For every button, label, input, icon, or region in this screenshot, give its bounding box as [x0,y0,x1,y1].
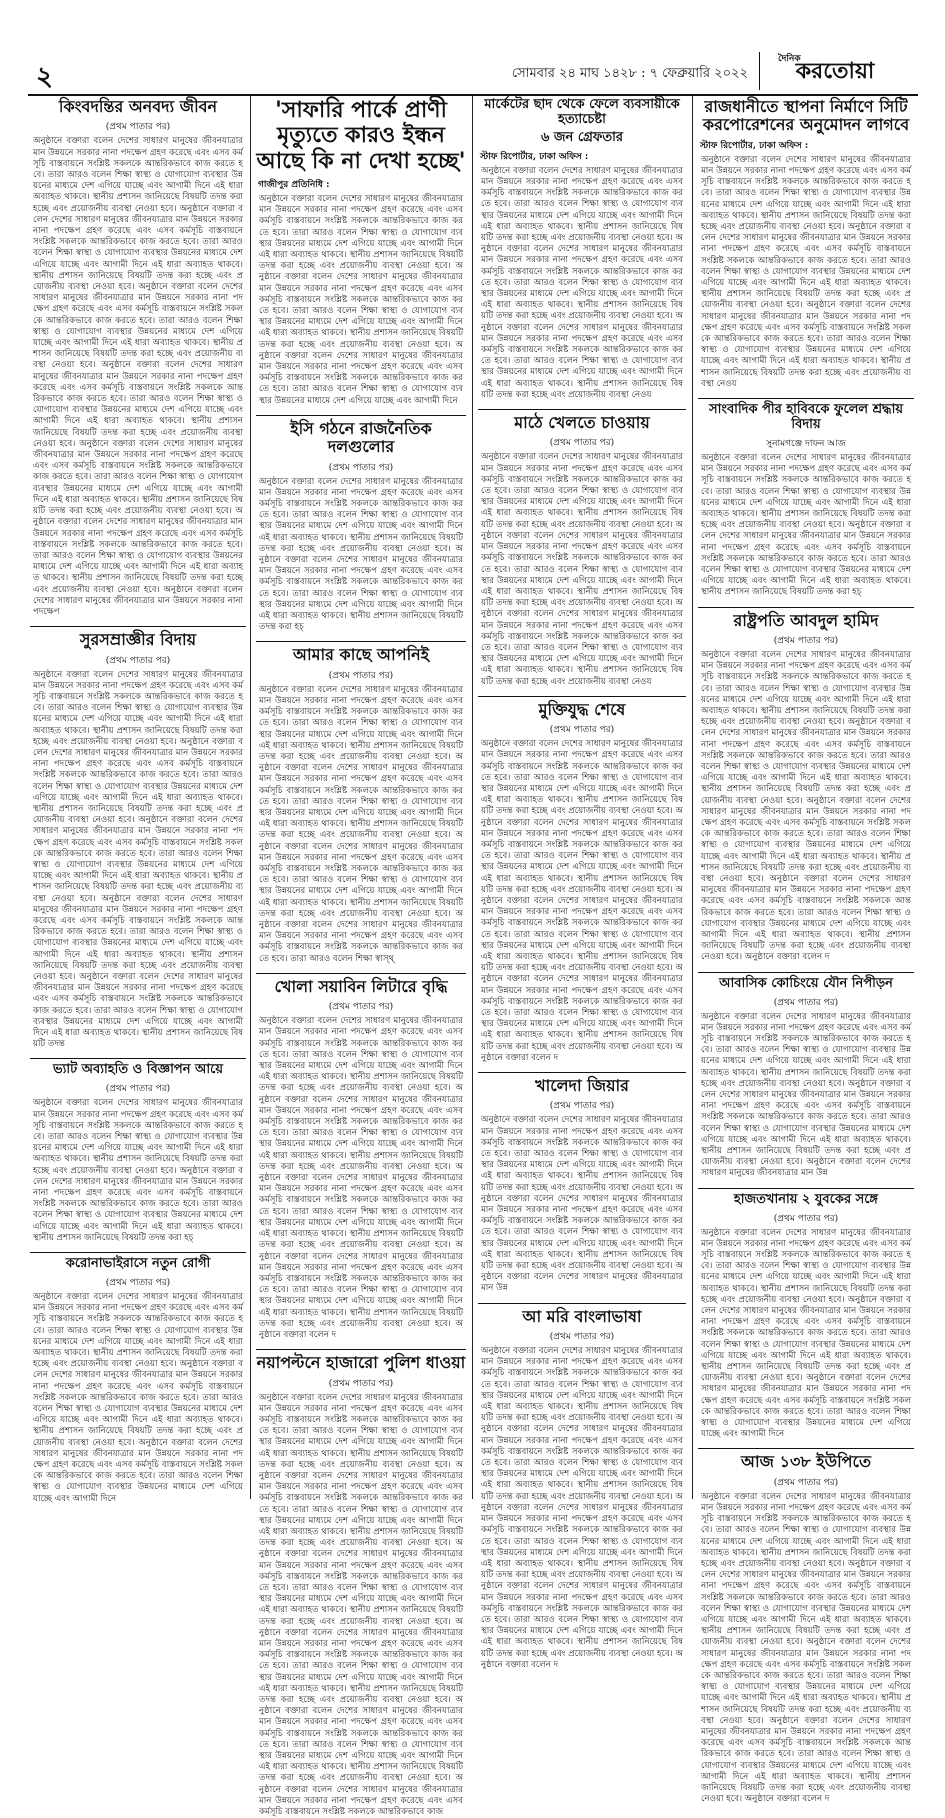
article-headline: করোনাভাইরাসে নতুন রোগী [65,1256,211,1271]
article-pir-habib [698,403,914,599]
continued-label: (প্রথম পাতার পর) [773,1477,839,1488]
column-4 [698,96,914,1805]
article-headline: আজ ১৩৮ ইউপিতে [741,1452,871,1472]
article-body: অনুষ্ঠানে বক্তারা বলেন দেশের সাধারণ মানুষের জীবনযাত্রার মান উন্নয়নে সরকার নানা পদক্ষেপ গ্রহণ করেছে এবং এসব কর্মসূচি বাস্তবায়নে সংশ্লিষ্ট সকলকে আন্তরিকভাবে কাজ করতে হবে। তারা আরও বলেন শিক্ষা স্বাস্থ্য ও যোগাযোগ ব্যবস্থার উন্নয়নের মাধ্যমে দেশ এগিয়ে যাচ্ছে এবং আগামী দিনে এই ধারা অব্যাহত থাকবে। স্থানীয় প্রশাসন জানিয়েছে বিষয়টি তদন্ত করা হচ্ছে এবং প্রয়োজনীয় ব্যবস্থা নেওয়া হবে। অনুষ্ঠানে বক্তারা বলেন দেশের সাধারণ মানুষের জীবনযাত্রার মান উন্নয়নে সরকার নানা পদক্ষেপ গ্রহণ করেছে এবং এসব কর্মসূচি বাস্তবায়নে সংশ্লিষ্ট সকলকে আন্তরিকভাবে কাজ করতে হবে। তারা আরও বলেন শিক্ষা স্বাস্থ্য ও যোগাযোগ ব্যবস্থার উন্নয়নের মাধ্যমে দেশ এগিয়ে যাচ্ছে এবং আগামী দিনে এই ধারা অব্যাহত থাকবে। স্থানীয় প্রশাসন জানিয়েছে বিষয়টি তদন্ত করা হচ্ছে এবং প্রয়োজনীয় ব্যবস্থা নেওয়া হবে। অনুষ্ঠানে বক্তারা বলেন দেশের সাধারণ মানুষের জীবনযাত্রার মান উন্নয়নে সরকার নানা পদক্ষেপ গ্রহণ করেছে এবং এসব কর্মসূচি বাস্তবায়নে সংশ্লিষ্ট সকলকে আন্তরিকভাবে কাজ করতে হবে। তারা আরও বলেন শিক্ষা স্বাস্থ্য ও যোগাযোগ ব্যবস্থার উন্নয়নের মাধ্যমে দেশ এগিয়ে যাচ্ছে এবং আগামী দিনে এই ধারা অব্যাহত থাকবে। স্থানীয় প্রশাসন জানিয়েছে বিষয়টি তদন্ত করা হচ্ছে এবং প্রয়োজনীয় ব্যবস্থা নেওয়া হবে। অনুষ্ঠানে বক্তারা বলেন দেশের সাধারণ মানুষের জীবনযাত্রার মান উন্নয়নে সরকার নানা পদক্ষেপ গ্রহণ করেছে এবং এসব কর্মসূচি বাস্তবায়নে সংশ্লিষ্ট সকলকে আন্তরিকভাবে কাজ করতে হবে। তারা আরও বলেন শিক্ষা স্বাস্থ্য ও যোগাযোগ ব্যবস্থার উন্নয়নের মাধ্যমে দেশ এগিয়ে যাচ্ছে এবং আগামী দিনে এই ধারা অব্যাহত থাকবে। স্থানীয় প্রশাসন জানিয়েছে বিষয়টি তদন্ত করা হচ্ছে এবং প্রয়োজনীয় ব্যবস্থা নেওয়া হবে। অনুষ্ঠানে বক্তারা বলেন দ [481,739,683,1063]
article-body: অনুষ্ঠানে বক্তারা বলেন দেশের সাধারণ মানুষের জীবনযাত্রার মান উন্নয়নে সরকার নানা পদক্ষেপ গ্রহণ করেছে এবং এসব কর্মসূচি বাস্তবায়নে সংশ্লিষ্ট সকলকে আন্তরিকভাবে কাজ করতে হবে। তারা আরও বলেন শিক্ষা স্বাস্থ্য ও যোগাযোগ ব্যবস্থার উন্নয়নের মাধ্যমে দেশ এগিয়ে যাচ্ছে এবং আগামী দিনে এই ধারা অব্যাহত থাকবে। স্থানীয় প্রশাসন জানিয়েছে বিষয়টি তদন্ত করা হচ্ছে এবং প্রয়োজনীয় ব্যবস্থা নেওয়া হবে। অনুষ্ঠানে বক্তারা বলেন দেশের সাধারণ মানুষের জীবনযাত্রার মান উন্নয়নে সরকার নানা পদক্ষেপ গ্রহণ করেছে এবং এসব কর্মসূচি বাস্তবায়নে সংশ্লিষ্ট সকলকে আন্তরিকভাবে কাজ করতে হবে। তারা আরও বলেন শিক্ষা স্বাস্থ্য ও যোগাযোগ ব্যবস্থার উন্নয়নের মাধ্যমে দেশ এগিয়ে যাচ্ছে এবং আগামী দিনে এই ধারা অব্যাহত থাকবে। স্থানীয় প্রশাসন জানিয়েছে বিষয়টি তদন্ত করা হচ্ছে এবং প্রয়োজনীয় ব্যবস্থা নেওয়া হবে। অনুষ্ঠানে বক্তারা বলেন দেশের সাধারণ মানুষের জীবনযাত্রার মান উন্নয়নে সরকার নানা পদক্ষেপ গ্রহণ করেছে এবং এসব কর্মসূচি বাস্তবায়নে সংশ্লিষ্ট সকলকে আন্তরিকভাবে কাজ করতে হবে। তারা আরও বলেন শিক্ষা স্বাস্থ্য ও যোগাযোগ ব্যবস্থার উন্নয়নের মাধ্যমে দেশ এগিয়ে যাচ্ছে এবং আগামী দিনে এই ধারা অব্যাহত থাকবে। স্থানীয় প্রশাসন জানিয়েছে বিষয়টি তদন্ত করা হচ্ছে এবং প্রয়োজনীয় ব্যবস্থা নেওয়া হবে। অনুষ্ঠানে বক্তারা বলেন দেশের সাধারণ মানুষের জীবনযাত্রার মান উন্নয়নে সরকার নানা পদক্ষেপ গ্রহণ করেছে এবং এসব কর্মসূচি বাস্তবায়নে সংশ্লিষ্ট সকলকে আন্তরিকভাবে কাজ করতে হবে। তারা আরও বলেন শিক্ষা স্বাস্থ্য ও যোগাযোগ ব্যবস্থার উন্নয়নের মাধ্যমে দেশ এগিয়ে যাচ্ছে এবং আগামী দিনে এই ধারা অব্যাহত থাকবে। স্থানীয় প্রশাসন জানিয়েছে বিষয়টি তদন্ত করা হচ্ছে এবং প্রয়োজনীয় ব্যবস্থা নেওয়া হবে। অনুষ্ঠানে বক্তারা বলেন দ [481,1346,683,1670]
continued-label: (প্রথম পাতার পর) [549,725,615,736]
article-headline: 'সাফারি পার্কে প্রাণী মৃত্যুতে কারও ইন্ধন আছে কি না দেখা হচ্ছে' [256,97,466,174]
article-subheadline: ৬ জন গ্রেফতার [540,129,624,145]
article-president [698,612,914,964]
article-headline: সুরসম্রাজ্ঞীর বিদায় [79,630,197,650]
continued-label: (প্রথম পাতার পর) [328,670,394,681]
article-headline: আ মরি বাংলাভাষা [522,1306,642,1326]
article-headline: আবাসিক কোচিংয়ে যৌন নিপীড়ন [719,975,893,991]
article-up-election [698,1453,914,1805]
continued-label: (প্রথম পাতার পর) [105,655,171,666]
article-body: অনুষ্ঠানে বক্তারা বলেন দেশের সাধারণ মানুষের জীবনযাত্রার মান উন্নয়নে সরকার নানা পদক্ষেপ গ্রহণ করেছে এবং এসব কর্মসূচি বাস্তবায়নে সংশ্লিষ্ট সকলকে আন্তরিকভাবে কাজ করতে হবে। তারা আরও বলেন শিক্ষা স্বাস্থ্য ও যোগাযোগ ব্যবস্থার উন্নয়নের মাধ্যমে দেশ এগিয়ে যাচ্ছে এবং আগামী দিনে এই ধারা অব্যাহত থাকবে। স্থানীয় প্রশাসন জানিয়েছে বিষয়টি তদন্ত করা হচ্ছে এবং প্রয়োজনীয় ব্যবস্থা নেওয়া হবে। অনুষ্ঠানে বক্তারা বলেন দেশের সাধারণ মানুষের জীবনযাত্রার মান উন্নয়নে সরকার নানা পদক্ষেপ গ্রহণ করেছে এবং এসব কর্মসূচি বাস্তবায়নে সংশ্লিষ্ট সকলকে আন্তরিকভাবে কাজ করতে হবে। তারা আরও বলেন শিক্ষা স্বাস্থ্য ও যোগাযোগ ব্যবস্থার উন্নয়নের মাধ্যমে দেশ এগিয়ে যাচ্ছে এবং আগামী দিনে এই ধারা অব্যাহত থাকবে। স্থানীয় প্রশাসন জানিয়েছে বিষয়টি তদন্ত করা হচ্ছে এবং প্রয়োজনীয় ব্যবস্থা নেওয়া হবে। অনুষ্ঠানে বক্তারা বলেন দেশের সাধারণ মানুষের জীবনযাত্রার মান উন্নয়নে সরকার নানা পদক্ষেপ গ্রহণ করেছে এবং এসব কর্মসূচি বাস্তবায়নে সংশ্লিষ্ট সকলকে আন্তরিকভাবে কাজ করতে হবে। তারা আরও বলেন শিক্ষা স্বাস্থ্য ও যোগাযোগ ব্যবস্থার উন্নয়নের মাধ্যমে দেশ এগিয়ে যাচ্ছে এবং আগামী দিনে [701,1227,911,1440]
page-header [28,52,918,96]
article-headline: আমার কাছে আপনিই [292,645,430,665]
article-body: অনুষ্ঠানে বক্তারা বলেন দেশের সাধারণ মানুষের জীবনযাত্রার মান উন্নয়নে সরকার নানা পদক্ষেপ গ্রহণ করেছে এবং এসব কর্মসূচি বাস্তবায়নে সংশ্লিষ্ট সকলকে আন্তরিকভাবে কাজ করতে হবে। তারা আরও বলেন শিক্ষা স্বাস্থ্য ও যোগাযোগ ব্যবস্থার উন্নয়নের মাধ্যমে দেশ এগিয়ে যাচ্ছে এবং আগামী দিনে এই ধারা অব্যাহত থাকবে। স্থানীয় প্রশাসন জানিয়েছে বিষয়টি তদন্ত করা হচ্ছে এবং প্রয়োজনীয় ব্যবস্থা নেওয়া হবে। অনুষ্ঠানে বক্তারা বলেন দেশের সাধারণ মানুষের জীবনযাত্রার মান উন্নয়নে সরকার নানা পদক্ষেপ গ্রহণ করেছে এবং এসব কর্মসূচি বাস্তবায়নে সংশ্লিষ্ট সকলকে আন্তরিকভাবে কাজ করতে হবে। তারা আরও বলেন শিক্ষা স্বাস্থ্য ও যোগাযোগ ব্যবস্থার উন্নয়নের মাধ্যমে দেশ এগিয়ে যাচ্ছে এবং আগামী দিনে এই ধারা অব্যাহত থাকবে। স্থানীয় প্রশাসন জানিয়েছে বিষয়টি তদন্ত করা হচ্ [33,1098,243,1243]
byline: স্টাফ রিপোর্টার, ঢাকা অফিস : [480,151,589,162]
article-body: অনুষ্ঠানে বক্তারা বলেন দেশের সাধারণ মানুষের জীবনযাত্রার মান উন্নয়নে সরকার নানা পদক্ষেপ গ্রহণ করেছে এবং এসব কর্মসূচি বাস্তবায়নে সংশ্লিষ্ট সকলকে আন্তরিকভাবে কাজ করতে হবে। তারা আরও বলেন শিক্ষা স্বাস্থ্য ও যোগাযোগ ব্যবস্থার উন্নয়নের মাধ্যমে দেশ এগিয়ে যাচ্ছে এবং আগামী দিনে এই ধারা অব্যাহত থাকবে। স্থানীয় প্রশাসন জানিয়েছে বিষয়টি তদন্ত করা হচ্ছে এবং প্রয়োজনীয় ব্যবস্থা নেওয়া হবে। অনুষ্ঠানে বক্তারা বলেন দেশের সাধারণ মানুষের জীবনযাত্রার মান উন্নয়নে সরকার নানা পদক্ষেপ গ্রহণ করেছে এবং এসব কর্মসূচি বাস্তবায়নে সংশ্লিষ্ট সকলকে আন্তরিকভাবে কাজ করতে হবে। তারা আরও বলেন শিক্ষা স্বাস্থ্য ও যোগাযোগ ব্যবস্থার উন্নয়নের মাধ্যমে দেশ এগিয়ে যাচ্ছে এবং আগামী দিনে এই ধারা অব্যাহত থাকবে। স্থানীয় প্রশাসন জানিয়েছে বিষয়টি তদন্ত করা হচ্ [259,476,463,633]
article-liberation-war [478,701,686,1064]
article-body: অনুষ্ঠানে বক্তারা বলেন দেশের সাধারণ মানুষের জীবনযাত্রার মান উন্নয়নে সরকার নানা পদক্ষেপ গ্রহণ করেছে এবং এসব কর্মসূচি বাস্তবায়নে সংশ্লিষ্ট সকলকে আন্তরিকভাবে কাজ করতে হবে। তারা আরও বলেন শিক্ষা স্বাস্থ্য ও যোগাযোগ ব্যবস্থার উন্নয়নের মাধ্যমে দেশ এগিয়ে যাচ্ছে এবং আগামী দিনে এই ধারা অব্যাহত থাকবে। স্থানীয় প্রশাসন জানিয়েছে বিষয়টি তদন্ত করা হচ্ছে এবং প্রয়োজনীয় ব্যবস্থা নেওয়া হবে। অনুষ্ঠানে বক্তারা বলেন দেশের সাধারণ মানুষের জীবনযাত্রার মান উন্নয়নে সরকার নানা পদক্ষেপ গ্রহণ করেছে এবং এসব কর্মসূচি বাস্তবায়নে সংশ্লিষ্ট সকলকে আন্তরিকভাবে কাজ করতে হবে। তারা আরও বলেন শিক্ষা স্বাস্থ্য ও যোগাযোগ ব্যবস্থার উন্নয়নের মাধ্যমে দেশ এগিয়ে যাচ্ছে এবং আগামী দিনে এই ধারা অব্যাহত থাকবে। স্থানীয় প্রশাসন জানিয়েছে বিষয়টি তদন্ত করা হচ্ [701,452,911,598]
article-safari-park [256,98,466,407]
continued-label: (প্রথম পাতার পর) [773,1213,839,1224]
article-subheadline: সুনামগঞ্জে দাফন আজ [766,438,846,449]
article-body: অনুষ্ঠানে বক্তারা বলেন দেশের সাধারণ মানুষের জীবনযাত্রার মান উন্নয়নে সরকার নানা পদক্ষেপ গ্রহণ করেছে এবং এসব কর্মসূচি বাস্তবায়নে সংশ্লিষ্ট সকলকে আন্তরিকভাবে কাজ করতে হবে। তারা আরও বলেন শিক্ষা স্বাস্থ্য ও যোগাযোগ ব্যবস্থার উন্নয়নের মাধ্যমে দেশ এগিয়ে যাচ্ছে এবং আগামী দিনে এই ধারা অব্যাহত থাকবে। স্থানীয় প্রশাসন জানিয়েছে বিষয়টি তদন্ত করা হচ্ছে এবং প্রয়োজনীয় ব্যবস্থা নেওয়া হবে। অনুষ্ঠানে বক্তারা বলেন দেশের সাধারণ মানুষের জীবনযাত্রার মান উন্নয়নে সরকার নানা পদক্ষেপ গ্রহণ করেছে এবং এসব কর্মসূচি বাস্তবায়নে সংশ্লিষ্ট সকলকে আন্তরিকভাবে কাজ করতে হবে। তারা আরও বলেন শিক্ষা স্বাস্থ্য ও যোগাযোগ ব্যবস্থার উন্নয়নের মাধ্যমে দেশ এগিয়ে যাচ্ছে এবং আগামী দিনে এই ধারা অব্যাহত থাকবে। স্থানীয় প্রশাসন জানিয়েছে বিষয়টি তদন্ত করা হচ্ছে এবং প্রয়োজনীয় ব্যবস্থা নেওয়া হবে। অনুষ্ঠানে বক্তারা বলেন দেশের সাধারণ মানুষের জীবনযাত্রার মান উন্নয়নে সরকার নানা পদক্ষেপ গ্রহণ করেছে এবং এসব কর্মসূচি বাস্তবায়নে সংশ্লিষ্ট সকলকে আন্তরিকভাবে কাজ করতে হবে। তারা আরও বলেন শিক্ষা স্বাস্থ্য ও যোগাযোগ ব্যবস্থার উন্নয়নের মাধ্যমে দেশ এগিয়ে যাচ্ছে এবং আগামী দিনে এই ধারা অব্যাহত থাকবে। স্থানীয় প্রশাসন জানিয়েছে বিষয়টি তদন্ত করা হচ্ছে এবং প্রয়োজনীয় ব্যবস্থা নেওয়া হবে। অনুষ্ঠানে বক্তারা বলেন দেশের সাধারণ মানুষের জীবনযাত্রার মান উন্নয়নে সরকার নানা পদক্ষেপ গ্রহণ করেছে এবং এসব কর্মসূচি বাস্তবায়নে সংশ্লিষ্ট সকলকে আন্তরিকভাবে কাজ করতে হবে। তারা আরও বলেন শিক্ষা স্বাস্থ্য ও যোগাযোগ ব্যবস্থার উন্নয়নের মাধ্যমে দেশ এগিয়ে যাচ্ছে এবং আগামী দিনে এই ধারা অব্যাহত থাকবে। স্থানীয় প্রশাসন জানিয়েছে বিষয়টি তদন্ত করা হচ্ছে এবং প্রয়োজনীয় ব্যবস্থা নেওয়া হবে। অনুষ্ঠানে বক্তারা বলেন দেশের সাধারণ মানুষের জীবনযাত্রার মান উন্নয়নে সরকার নানা পদক্ষেপ গ্রহণ করেছে এবং এসব কর্মসূচি বাস্তবায়নে সংশ্লিষ্ট সকলকে আন্তরিকভাবে কাজ করতে হবে। তারা আরও বলেন শিক্ষা স্বাস্থ্য ও যোগাযোগ ব্যবস্থার উন্নয়নের মাধ্যমে দেশ এগিয়ে যাচ্ছে এবং আগামী দিনে এই ধারা অব্যাহত থাকবে। স্থানীয় প্রশাসন জানিয়েছে বিষয়টি তদন্ত করা হচ্ছে এবং প্রয়োজনীয় ব্যবস্থা নেওয়া হবে। অনুষ্ঠানে বক্তারা বলেন দেশের সাধারণ মানুষের জীবনযাত্রার মান উন্নয়নে সরকার নানা পদক্ষেপ গ্রহণ করেছে এবং এসব কর্মসূচি বাস্তবায়নে সংশ্লিষ্ট সকলকে আন্তরিকভাবে কাজ করতে হবে। তারা আরও বলেন শিক্ষা স্বাস্থ্য ও যোগাযোগ ব্যবস্থার উন্নয়নের মাধ্যমে দেশ এগিয়ে যাচ্ছে এবং আগামী দিনে এই ধারা অব্যাহত থাকবে। স্থানীয় প্রশাসন জানিয়েছে বিষয়টি তদন্ত করা হচ্ছে এবং প্রয়োজনীয় ব্যবস্থা নেওয়া হবে। অনুষ্ঠানে বক্তারা বলেন দেশের সাধারণ মানুষের জীবনযাত্রার মান উন্নয়নে সরকার নানা পদক্ষেপ [33,136,243,617]
article-headline: নয়াপল্টনে হাজারো পুলিশ ধাওয়া [256,1353,466,1373]
column-1 [30,96,246,1504]
continued-label: (প্রথম পাতার পর) [328,1002,394,1013]
article-hajotkhana [698,1193,914,1441]
continued-label: (প্রথম পাতার পর) [105,122,171,133]
article-khaleda-zia [478,1077,686,1295]
article-body: অনুষ্ঠানে বক্তারা বলেন দেশের সাধারণ মানুষের জীবনযাত্রার মান উন্নয়নে সরকার নানা পদক্ষেপ গ্রহণ করেছে এবং এসব কর্মসূচি বাস্তবায়নে সংশ্লিষ্ট সকলকে আন্তরিকভাবে কাজ করতে হবে। তারা আরও বলেন শিক্ষা স্বাস্থ্য ও যোগাযোগ ব্যবস্থার উন্নয়নের মাধ্যমে দেশ এগিয়ে যাচ্ছে এবং আগামী দিনে এই ধারা অব্যাহত থাকবে। স্থানীয় প্রশাসন জানিয়েছে বিষয়টি তদন্ত করা হচ্ছে এবং প্রয়োজনীয় ব্যবস্থা নেওয়া হবে। অনুষ্ঠানে বক্তারা বলেন দেশের সাধারণ মানুষের জীবনযাত্রার মান উন্নয়নে সরকার নানা পদক্ষেপ গ্রহণ করেছে এবং এসব কর্মসূচি বাস্তবায়নে সংশ্লিষ্ট সকলকে আন্তরিকভাবে কাজ করতে হবে। তারা আরও বলেন শিক্ষা স্বাস্থ্য ও যোগাযোগ ব্যবস্থার উন্নয়নের মাধ্যমে দেশ এগিয়ে যাচ্ছে এবং আগামী দিনে এই ধারা অব্যাহত থাকবে। স্থানীয় প্রশাসন জানিয়েছে বিষয়টি তদন্ত করা হচ্ছে এবং প্রয়োজনীয় ব্যবস্থা নেওয়া হবে। অনুষ্ঠানে বক্তারা বলেন দেশের সাধারণ মানুষের জীবনযাত্রার মান উন্নয়নে সরকার নানা পদক্ষেপ গ্রহণ করেছে এবং এসব কর্মসূচি বাস্তবায়নে সংশ্লিষ্ট সকলকে আন্তরিকভাবে কাজ করতে হবে। তারা আরও বলেন শিক্ষা স্বাস্থ্য ও যোগাযোগ ব্যবস্থার উন্নয়নের মাধ্যমে দেশ এগিয়ে যাচ্ছে এবং আগামী দিনে এই ধারা অব্যাহত থাকবে। স্থানীয় প্রশাসন জানিয়েছে বিষয়টি তদন্ত করা হচ্ছে এবং প্রয়োজনীয় ব্যবস্থা নেওয়া হবে। অনুষ্ঠানে বক্তারা বলেন দেশের সাধারণ মানুষের জীবনযাত্রার মান উন্নয়নে সরকার নানা পদক্ষেপ গ্রহণ করেছে এবং এসব কর্মসূচি বাস্তবায়নে সংশ্লিষ্ট সকলকে আন্তরিকভাবে কাজ করতে হবে। তারা আরও বলেন শিক্ষা স্বাস্থ্য ও যোগাযোগ ব্যবস্থার উন্নয়নের মাধ্যমে দেশ এগিয়ে যাচ্ছে এবং আগামী দিনে এই ধারা অব্যাহত থাকবে। স্থানীয় প্রশাসন জানিয়েছে বিষয়টি তদন্ত করা হচ্ছে এবং প্রয়োজনীয় ব্যবস্থা নেওয়া হবে। অনুষ্ঠানে বক্তারা বলেন দ [701,649,911,963]
column-3 [478,96,686,1670]
article-headline: মুক্তিযুদ্ধ শেষে [538,699,626,719]
article-headline: হাজতখানায় ২ যুবকের সঙ্গে [733,1191,879,1207]
column-2 [256,96,466,1818]
masthead-logo-small: দৈনিক [778,54,801,64]
masthead-logo-text: করতোয়া [795,58,875,84]
article-soybean [256,978,466,1341]
continued-label: (প্রথম পাতার পর) [549,1101,615,1112]
article-legend [30,98,246,618]
page-number: ২ [36,62,53,92]
article-body: অনুষ্ঠানে বক্তারা বলেন দেশের সাধারণ মানুষের জীবনযাত্রার মান উন্নয়নে সরকার নানা পদক্ষেপ গ্রহণ করেছে এবং এসব কর্মসূচি বাস্তবায়নে সংশ্লিষ্ট সকলকে আন্তরিকভাবে কাজ করতে হবে। তারা আরও বলেন শিক্ষা স্বাস্থ্য ও যোগাযোগ ব্যবস্থার উন্নয়নের মাধ্যমে দেশ এগিয়ে যাচ্ছে এবং আগামী দিনে এই ধারা অব্যাহত থাকবে। স্থানীয় প্রশাসন জানিয়েছে বিষয়টি তদন্ত করা হচ্ছে এবং প্রয়োজনীয় ব্যবস্থা নেওয়া হবে। অনুষ্ঠানে বক্তারা বলেন দেশের সাধারণ মানুষের জীবনযাত্রার মান উন্নয়নে সরকার নানা পদক্ষেপ গ্রহণ করেছে এবং এসব কর্মসূচি বাস্তবায়নে সংশ্লিষ্ট সকলকে আন্তরিকভাবে কাজ করতে হবে। তারা আরও বলেন শিক্ষা স্বাস্থ্য ও যোগাযোগ ব্যবস্থার উন্নয়নের মাধ্যমে দেশ এগিয়ে যাচ্ছে এবং আগামী দিনে এই ধারা অব্যাহত থাকবে। স্থানীয় প্রশাসন জানিয়েছে বিষয়টি তদন্ত করা হচ্ছে এবং প্রয়োজনীয় ব্যবস্থা নেওয়া হবে। অনুষ্ঠানে বক্তারা বলেন দেশের সাধারণ মানুষের জীবনযাত্রার মান উন্নয়নে সরকার নানা পদক্ষেপ গ্রহণ করেছে এবং এসব কর্মসূচি বাস্তবায়নে সংশ্লিষ্ট সকলকে আন্তরিকভাবে কাজ করতে হবে। তারা আরও বলেন শিক্ষা স্বাস্থ্য ও যোগাযোগ ব্যবস্থার উন্নয়নের মাধ্যমে দেশ এগিয়ে যাচ্ছে এবং আগামী দিনে এই ধারা অব্যাহত থাকবে। স্থানীয় প্রশাসন জানিয়েছে বিষয়টি তদন্ত করা হচ্ছে এবং প্রয়োজনীয় ব্যবস্থা নেওয়া হবে। অনুষ্ঠানে বক্তারা বলেন দেশের সাধারণ মানুষের জীবনযাত্রার মান উন্নয়নে সরকার নানা পদক্ষেপ গ্রহণ করেছে এবং এসব কর্মসূচি বাস্তবায়নে সংশ্লিষ্ট সকলকে আন্তরিকভাবে কাজ করতে হবে। তারা আরও বলেন শিক্ষা স্বাস্থ্য ও যোগাযোগ ব্যবস্থার উন্নয়নের মাধ্যমে দেশ এগিয়ে যাচ্ছে এবং আগামী দিনে এই ধারা অব্যাহত থাকবে। স্থানীয় প্রশাসন জানিয়েছে বিষয়টি তদন্ত করা হচ্ছে এবং প্রয়োজনীয় ব্যবস্থা নেওয়া হবে। অনুষ্ঠানে বক্তারা বলেন দ [701,1491,911,1805]
article-headline: ইসি গঠনে রাজনৈতিক দলগুলোর [290,418,432,457]
article-nayapaltan [256,1354,466,1818]
article-body: অনুষ্ঠানে বক্তারা বলেন দেশের সাধারণ মানুষের জীবনযাত্রার মান উন্নয়নে সরকার নানা পদক্ষেপ গ্রহণ করেছে এবং এসব কর্মসূচি বাস্তবায়নে সংশ্লিষ্ট সকলকে আন্তরিকভাবে কাজ করতে হবে। তারা আরও বলেন শিক্ষা স্বাস্থ্য ও যোগাযোগ ব্যবস্থার উন্নয়নের মাধ্যমে দেশ এগিয়ে যাচ্ছে এবং আগামী দিনে এই ধারা অব্যাহত থাকবে। স্থানীয় প্রশাসন জানিয়েছে বিষয়টি তদন্ত করা হচ্ছে এবং প্রয়োজনীয় ব্যবস্থা নেওয়া হবে। অনুষ্ঠানে বক্তারা বলেন দেশের সাধারণ মানুষের জীবনযাত্রার মান উন্নয়নে সরকার নানা পদক্ষেপ গ্রহণ করেছে এবং এসব কর্মসূচি বাস্তবায়নে সংশ্লিষ্ট সকলকে আন্তরিকভাবে কাজ করতে হবে। তারা আরও বলেন শিক্ষা স্বাস্থ্য ও যোগাযোগ ব্যবস্থার উন্নয়নের মাধ্যমে দেশ এগিয়ে যাচ্ছে এবং আগামী দিনে এই ধারা অব্যাহত থাকবে। স্থানীয় প্রশাসন জানিয়েছে বিষয়টি তদন্ত করা হচ্ছে এবং প্রয়োজনীয় ব্যবস্থা নেওয়া হবে। অনুষ্ঠানে বক্তারা বলেন দেশের সাধারণ মানুষের জীবনযাত্রার মান উন্নয়নে সরকার নানা পদক্ষেপ গ্রহণ করেছে এবং এসব কর্মসূচি বাস্তবায়নে সংশ্লিষ্ট সকলকে আন্তরিকভাবে কাজ করতে হবে। তারা আরও বলেন শিক্ষা স্বাস্থ্য ও যোগাযোগ ব্যবস্থার উন্নয়নের মাধ্যমে দেশ এগিয়ে যাচ্ছে এবং আগামী দিনে এই ধারা অব্যাহত থাকবে। স্থানীয় প্রশাসন জানিয়েছে বিষয়টি তদন্ত করা হচ্ছে এবং প্রয়োজনীয় ব্যবস্থা নেওয [481,452,683,687]
article-headline: রাষ্ট্রপতি আবদুল হামিদ [733,610,879,630]
article-headline: মার্কেটের ছাদ থেকে ফেলে ব্যবসায়ীকে হত্যাচেষ্টা [484,97,680,127]
article-body: অনুষ্ঠানে বক্তারা বলেন দেশের সাধারণ মানুষের জীবনযাত্রার মান উন্নয়নে সরকার নানা পদক্ষেপ গ্রহণ করেছে এবং এসব কর্মসূচি বাস্তবায়নে সংশ্লিষ্ট সকলকে আন্তরিকভাবে কাজ করতে হবে। তারা আরও বলেন শিক্ষা স্বাস্থ্য ও যোগাযোগ ব্যবস্থার উন্নয়নের মাধ্যমে দেশ এগিয়ে যাচ্ছে এবং আগামী দিনে এই ধারা অব্যাহত থাকবে। স্থানীয় প্রশাসন জানিয়েছে বিষয়টি তদন্ত করা হচ্ছে এবং প্রয়োজনীয় ব্যবস্থা নেওয়া হবে। অনুষ্ঠানে বক্তারা বলেন দেশের সাধারণ মানুষের জীবনযাত্রার মান উন্নয়নে সরকার নানা পদক্ষেপ গ্রহণ করেছে এবং এসব কর্মসূচি বাস্তবায়নে সংশ্লিষ্ট সকলকে আন্তরিকভাবে কাজ করতে হবে। তারা আরও বলেন শিক্ষা স্বাস্থ্য ও যোগাযোগ ব্যবস্থার উন্নয়নের মাধ্যমে দেশ এগিয়ে যাচ্ছে এবং আগামী দিনে এই ধারা অব্যাহত থাকবে। স্থানীয় প্রশাসন জানিয়েছে বিষয়টি তদন্ত করা হচ্ছে এবং প্রয়োজনীয় ব্যবস্থা নেওয়া হবে। অনুষ্ঠানে বক্তারা বলেন দেশের সাধারণ মানুষের জীবনযাত্রার মান উন্নয়নে সরকার নানা পদক্ষেপ গ্রহণ করেছে এবং এসব কর্মসূচি বাস্তবায়নে সংশ্লিষ্ট সকলকে আন্তরিকভাবে কাজ করতে হবে। তারা আরও বলেন শিক্ষা স্বাস্থ্য ও যোগাযোগ ব্যবস্থার উন্নয়নের মাধ্যমে দেশ এগিয়ে যাচ্ছে এবং আগামী দিনে এই ধারা অব্যাহত থাকবে। স্থানীয় প্রশাসন জানিয়েছে বিষয়টি তদন্ত করা হচ্ছে এবং প্রয়োজনীয় ব্যবস্থা নেওয়া হবে। অনুষ্ঠানে বক্তারা বলেন দেশের সাধারণ মানুষের জীবনযাত্রার মান উন্নয়নে সরকার নানা পদক্ষেপ গ্রহণ করেছে এবং এসব কর্মসূচি বাস্তবায়নে সংশ্লিষ্ট সকলকে আন্তরিকভাবে কাজ করতে হবে। তারা আরও বলেন শিক্ষা স্বাস্থ্ [259,684,463,964]
article-vat [30,1063,246,1244]
continued-label: (প্রথম পাতার পর) [773,635,839,646]
byline: স্টাফ রিপোর্টার, ঢাকা অফিস : [700,140,809,151]
article-ec [256,420,466,634]
article-body: অনুষ্ঠানে বক্তারা বলেন দেশের সাধারণ মানুষের জীবনযাত্রার মান উন্নয়নে সরকার নানা পদক্ষেপ গ্রহণ করেছে এবং এসব কর্মসূচি বাস্তবায়নে সংশ্লিষ্ট সকলকে আন্তরিকভাবে কাজ করতে হবে। তারা আরও বলেন শিক্ষা স্বাস্থ্য ও যোগাযোগ ব্যবস্থার উন্নয়নের মাধ্যমে দেশ এগিয়ে যাচ্ছে এবং আগামী দিনে এই ধারা অব্যাহত থাকবে। স্থানীয় প্রশাসন জানিয়েছে বিষয়টি তদন্ত করা হচ্ছে এবং প্রয়োজনীয় ব্যবস্থা নেওয়া হবে। অনুষ্ঠানে বক্তারা বলেন দেশের সাধারণ মানুষের জীবনযাত্রার মান উন্নয়নে সরকার নানা পদক্ষেপ গ্রহণ করেছে এবং এসব কর্মসূচি বাস্তবায়নে সংশ্লিষ্ট সকলকে আন্তরিকভাবে কাজ করতে হবে। তারা আরও বলেন শিক্ষা স্বাস্থ্য ও যোগাযোগ ব্যবস্থার উন্নয়নের মাধ্যমে দেশ এগিয়ে যাচ্ছে এবং আগামী দিনে এই ধারা অব্যাহত থাকবে। স্থানীয় প্রশাসন জানিয়েছে বিষয়টি তদন্ত করা হচ্ছে এবং প্রয়োজনীয় ব্যবস্থা নেওয়া হবে। অনুষ্ঠানে বক্তারা বলেন দেশের সাধারণ মানুষের জীবনযাত্রার মান উন্নয়নে সরকার নানা পদক্ষেপ গ্রহণ করেছে এবং এসব কর্মসূচি বাস্তবায়নে সংশ্লিষ্ট সকলকে আন্তরিকভাবে কাজ করতে হবে। তারা আরও বলেন শিক্ষা স্বাস্থ্য ও যোগাযোগ ব্যবস্থার উন্নয়নের মাধ্যমে দেশ এগিয়ে যাচ্ছে এবং আগামী দিনে এই ধারা অব্যাহত থাকবে। স্থানীয় প্রশাসন জানিয়েছে বিষয়টি তদন্ত করা হচ্ছে এবং প্রয়োজনীয় ব্যবস্থা নেওয়া হবে। অনুষ্ঠানে বক্তারা বলেন দেশের সাধারণ মানুষের জীবনযাত্রার মান উন্নয়নে সরকার নানা পদক্ষেপ গ্রহণ করেছে এবং এসব কর্মসূচি বাস্তবায়নে সংশ্লিষ্ট সকলকে আন্তরিকভাবে কাজ করতে হবে। তারা আরও বলেন শিক্ষা স্বাস্থ্য ও যোগাযোগ ব্যবস্থার উন্নয়নের মাধ্যমে দেশ এগিয়ে যাচ্ছে এবং আগামী দিনে এই ধারা অব্যাহত থাকবে। স্থানীয় প্রশাসন জানিয়েছে বিষয়টি তদন্ত করা হচ্ছে এবং প্রয়োজনীয় ব্যবস্থা নেওয়া হবে। অনুষ্ঠানে বক্তারা বলেন দ [259,1016,463,1340]
article-market-roof [478,98,686,401]
article-headline: রাজধানীতে স্থাপনা নির্মাণে সিটি করপোরেশনের অনুমোদন লাগবে [702,97,910,135]
article-playground [478,414,686,688]
article-body: অনুষ্ঠানে বক্তারা বলেন দেশের সাধারণ মানুষের জীবনযাত্রার মান উন্নয়নে সরকার নানা পদক্ষেপ গ্রহণ করেছে এবং এসব কর্মসূচি বাস্তবায়নে সংশ্লিষ্ট সকলকে আন্তরিকভাবে কাজ করতে হবে। তারা আরও বলেন শিক্ষা স্বাস্থ্য ও যোগাযোগ ব্যবস্থার উন্নয়নের মাধ্যমে দেশ এগিয়ে যাচ্ছে এবং আগামী দিনে এই ধারা অব্যাহত থাকবে। স্থানীয় প্রশাসন জানিয়েছে বিষয়টি তদন্ত করা হচ্ছে এবং প্রয়োজনীয় ব্যবস্থা নেওয়া হবে। অনুষ্ঠানে বক্তারা বলেন দেশের সাধারণ মানুষের জীবনযাত্রার মান উন্নয়নে সরকার নানা পদক্ষেপ গ্রহণ করেছে এবং এসব কর্মসূচি বাস্তবায়নে সংশ্লিষ্ট সকলকে আন্তরিকভাবে কাজ করতে হবে। তারা আরও বলেন শিক্ষা স্বাস্থ্য ও যোগাযোগ ব্যবস্থার উন্নয়নের মাধ্যমে দেশ এগিয়ে যাচ্ছে এবং আগামী দিনে এই ধারা অব্যাহত থাকবে। স্থানীয় প্রশাসন জানিয়েছে বিষয়টি তদন্ত করা হচ্ছে এবং প্রয়োজনীয় ব্যবস্থা নেওয়া হবে। অনুষ্ঠানে বক্তারা বলেন দেশের সাধারণ মানুষের জীবনযাত্রার মান উন্নয়নে সরকার নানা পদক্ষেপ গ্রহণ করেছে এবং এসব কর্মসূচি বাস্তবায়নে সংশ্লিষ্ট সকলকে আন্তরিকভাবে কাজ করতে হবে। তারা আরও বলেন শিক্ষা স্বাস্থ্য ও যোগাযোগ ব্যবস্থার উন্নয়নের মাধ্যমে দেশ এগিয়ে যাচ্ছে এবং আগামী দিনে এই ধারা অব্যাহত থাকবে। স্থানীয় প্রশাসন জানিয়েছে বিষয়টি তদন্ত করা হচ্ছে এবং প্রয়োজনীয় ব্যবস্থা নেওয়া হবে। অনুষ্ঠানে বক্তারা বলেন দেশের সাধারণ মানুষের জীবনযাত্রার মান উন্নয়নে সরকার নানা পদক্ষেপ গ্রহণ করেছে এবং এসব কর্মসূচি বাস্তবায়নে সংশ্লিষ্ট সকলকে আন্তরিকভাবে কাজ করতে হবে। তারা আরও বলেন শিক্ষা স্বাস্থ্য ও যোগাযোগ ব্যবস্থার উন্নয়নের মাধ্যমে দেশ এগিয়ে যাচ্ছে এবং আগামী দিনে এই ধারা অব্যাহত থাকবে। স্থানীয় প্রশাসন জানিয়েছে বিষয়টি তদন্ত করা হচ্ছে এবং প্রয়োজনীয় ব্যবস্থা নেওয়া হবে। অনুষ্ঠানে বক্তারা বলেন দেশের সাধারণ মানুষের জীবনযাত্রার মান উন্নয়নে সরকার নানা পদক্ষেপ গ্রহণ করেছে এবং এসব কর্মসূচি বাস্তবায়নে সংশ্লিষ্ট সকলকে আন্তরিকভাবে কাজ করতে হবে। তারা আরও বলেন শিক্ষা স্বাস্থ্য ও যোগাযোগ ব্যবস্থার উন্নয়নের মাধ্যমে দেশ এগিয়ে যাচ্ছে এবং আগামী দিনে এই ধারা অব্যাহত থাকবে। স্থানীয় প্রশাসন জানিয়েছে বিষয়টি তদন্ত করা হচ্ছে এবং প্রয়োজনীয় ব্যবস্থা নেওয়া হবে। অনুষ্ঠানে বক্তারা বলেন দেশের সাধারণ মানুষের জীবনযাত্রার মান উন্নয়নে সরকার নানা পদক্ষেপ গ্রহণ করেছে এবং এসব কর্মসূচি বাস্তবায়নে সংশ্লিষ্ট সকলকে আন্তরিকভাবে কাজ [259,1392,463,1818]
article-headline: ভ্যাট অব্যাহতি ও বিজ্ঞাপন আয়ে [52,1062,224,1078]
continued-label: (প্রথম পাতার পর) [549,438,615,449]
article-coaching [698,977,914,1180]
continued-label: (প্রথম পাতার পর) [549,1332,615,1343]
article-headline: সাংবাদিক পীর হাবিবকে ফুলেল শ্রদ্ধায় বিদায় [708,402,904,432]
article-body: অনুষ্ঠানে বক্তারা বলেন দেশের সাধারণ মানুষের জীবনযাত্রার মান উন্নয়নে সরকার নানা পদক্ষেপ গ্রহণ করেছে এবং এসব কর্মসূচি বাস্তবায়নে সংশ্লিষ্ট সকলকে আন্তরিকভাবে কাজ করতে হবে। তারা আরও বলেন শিক্ষা স্বাস্থ্য ও যোগাযোগ ব্যবস্থার উন্নয়নের মাধ্যমে দেশ এগিয়ে যাচ্ছে এবং আগামী দিনে এই ধারা অব্যাহত থাকবে। স্থানীয় প্রশাসন জানিয়েছে বিষয়টি তদন্ত করা হচ্ছে এবং প্রয়োজনীয় ব্যবস্থা নেওয়া হবে। অনুষ্ঠানে বক্তারা বলেন দেশের সাধারণ মানুষের জীবনযাত্রার মান উন্নয়নে সরকার নানা পদক্ষেপ গ্রহণ করেছে এবং এসব কর্মসূচি বাস্তবায়নে সংশ্লিষ্ট সকলকে আন্তরিকভাবে কাজ করতে হবে। তারা আরও বলেন শিক্ষা স্বাস্থ্য ও যোগাযোগ ব্যবস্থার উন্নয়নের মাধ্যমে দেশ এগিয়ে যাচ্ছে এবং আগামী দিনে এই ধারা অব্যাহত থাকবে। স্থানীয় প্রশাসন জানিয়েছে বিষয়টি তদন্ত করা হচ্ছে এবং প্রয়োজনীয় ব্যবস্থা নেওয়া হবে। অনুষ্ঠানে বক্তারা বলেন দেশের সাধারণ মানুষের জীবনযাত্রার মান উন্নয়নে সরকার নানা পদক্ষেপ গ্রহণ করেছে এবং এসব কর্মসূচি বাস্তবায়নে সংশ্লিষ্ট সকলকে আন্তরিকভাবে কাজ করতে হবে। তারা আরও বলেন শিক্ষা স্বাস্থ্য ও যোগাযোগ ব্যবস্থার উন্নয়নের মাধ্যমে দেশ এগিয়ে যাচ্ছে এবং আগামী দিনে এই ধারা অব্যাহত থাকবে। স্থানীয় প্রশাসন জানিয়েছে বিষয়টি তদন্ত করা হচ্ছে এবং প্রয়োজনীয় ব্যবস্থা নেওয [481,165,683,400]
continued-label: (প্রথম পাতার পর) [328,1378,394,1389]
article-headline: কিংবদন্তির অনবদ্য জীবন [58,97,218,116]
byline: গাজীপুর প্রতিনিধি : [258,179,330,190]
article-body: অনুষ্ঠানে বক্তারা বলেন দেশের সাধারণ মানুষের জীবনযাত্রার মান উন্নয়নে সরকার নানা পদক্ষেপ গ্রহণ করেছে এবং এসব কর্মসূচি বাস্তবায়নে সংশ্লিষ্ট সকলকে আন্তরিকভাবে কাজ করতে হবে। তারা আরও বলেন শিক্ষা স্বাস্থ্য ও যোগাযোগ ব্যবস্থার উন্নয়নের মাধ্যমে দেশ এগিয়ে যাচ্ছে এবং আগামী দিনে এই ধারা অব্যাহত থাকবে। স্থানীয় প্রশাসন জানিয়েছে বিষয়টি তদন্ত করা হচ্ছে এবং প্রয়োজনীয় ব্যবস্থা নেওয়া হবে। অনুষ্ঠানে বক্তারা বলেন দেশের সাধারণ মানুষের জীবনযাত্রার মান উন্নয়নে সরকার নানা পদক্ষেপ গ্রহণ করেছে এবং এসব কর্মসূচি বাস্তবায়নে সংশ্লিষ্ট সকলকে আন্তরিকভাবে কাজ করতে হবে। তারা আরও বলেন শিক্ষা স্বাস্থ্য ও যোগাযোগ ব্যবস্থার উন্নয়নের মাধ্যমে দেশ এগিয়ে যাচ্ছে এবং আগামী দিনে এই ধারা অব্যাহত থাকবে। স্থানীয় প্রশাসন জানিয়েছে বিষয়টি তদন্ত করা হচ্ছে এবং প্রয়োজনীয় ব্যবস্থা নেওয়া হবে। অনুষ্ঠানে বক্তারা বলেন দেশের সাধারণ মানুষের জীবনযাত্রার মান উন্নয়নে সরকার নানা পদক্ষেপ গ্রহণ করেছে এবং এসব কর্মসূচি বাস্তবায়নে সংশ্লিষ্ট সকলকে আন্তরিকভাবে কাজ করতে হবে। তারা আরও বলেন শিক্ষা স্বাস্থ্য ও যোগাযোগ ব্যবস্থার উন্নয়নের মাধ্যমে দেশ এগিয়ে যাচ্ছে এবং আগামী দিনে এই ধারা অব্যাহত থাকবে। স্থানীয় প্রশাসন জানিয়েছে বিষয়টি তদন্ত করা হচ্ছে এবং প্রয়োজনীয় ব্যবস্থা নেওয [701,154,911,389]
continued-label: (প্রথম পাতার পর) [773,997,839,1008]
issue-date: সোমবার ২৪ মাঘ ১৪২৮ : ৭ ফেব্রুয়ারি ২০২২ [511,66,748,81]
article-bangla-language [478,1308,686,1671]
masthead-logo [759,52,910,90]
article-covid [30,1257,246,1505]
article-body: অনুষ্ঠানে বক্তারা বলেন দেশের সাধারণ মানুষের জীবনযাত্রার মান উন্নয়নে সরকার নানা পদক্ষেপ গ্রহণ করেছে এবং এসব কর্মসূচি বাস্তবায়নে সংশ্লিষ্ট সকলকে আন্তরিকভাবে কাজ করতে হবে। তারা আরও বলেন শিক্ষা স্বাস্থ্য ও যোগাযোগ ব্যবস্থার উন্নয়নের মাধ্যমে দেশ এগিয়ে যাচ্ছে এবং আগামী দিনে এই ধারা অব্যাহত থাকবে। স্থানীয় প্রশাসন জানিয়েছে বিষয়টি তদন্ত করা হচ্ছে এবং প্রয়োজনীয় ব্যবস্থা নেওয়া হবে। অনুষ্ঠানে বক্তারা বলেন দেশের সাধারণ মানুষের জীবনযাত্রার মান উন্নয়নে সরকার নানা পদক্ষেপ গ্রহণ করেছে এবং এসব কর্মসূচি বাস্তবায়নে সংশ্লিষ্ট সকলকে আন্তরিকভাবে কাজ করতে হবে। তারা আরও বলেন শিক্ষা স্বাস্থ্য ও যোগাযোগ ব্যবস্থার উন্নয়নের মাধ্যমে দেশ এগিয়ে যাচ্ছে এবং আগামী দিনে এই ধারা অব্যাহত থাকবে। স্থানীয় প্রশাসন জানিয়েছে বিষয়টি তদন্ত করা হচ্ছে এবং প্রয়োজনীয় ব্যবস্থা নেওয়া হবে। অনুষ্ঠানে বক্তারা বলেন দেশের সাধারণ মানুষের জীবনযাত্রার মান উন্নয়নে সরকার নানা পদক্ষেপ গ্রহণ করেছে এবং এসব কর্মসূচি বাস্তবায়নে সংশ্লিষ্ট সকলকে আন্তরিকভাবে কাজ করতে হবে। তারা আরও বলেন শিক্ষা স্বাস্থ্য ও যোগাযোগ ব্যবস্থার উন্নয়নের মাধ্যমে দেশ এগিয়ে যাচ্ছে এবং আগামী দিনে [33,1291,243,1504]
article-city-corporation [698,98,914,390]
article-body: অনুষ্ঠানে বক্তারা বলেন দেশের সাধারণ মানুষের জীবনযাত্রার মান উন্নয়নে সরকার নানা পদক্ষেপ গ্রহণ করেছে এবং এসব কর্মসূচি বাস্তবায়নে সংশ্লিষ্ট সকলকে আন্তরিকভাবে কাজ করতে হবে। তারা আরও বলেন শিক্ষা স্বাস্থ্য ও যোগাযোগ ব্যবস্থার উন্নয়নের মাধ্যমে দেশ এগিয়ে যাচ্ছে এবং আগামী দিনে এই ধারা অব্যাহত থাকবে। স্থানীয় প্রশাসন জানিয়েছে বিষয়টি তদন্ত করা হচ্ছে এবং প্রয়োজনীয় ব্যবস্থা নেওয়া হবে। অনুষ্ঠানে বক্তারা বলেন দেশের সাধারণ মানুষের জীবনযাত্রার মান উন্নয়নে সরকার নানা পদক্ষেপ গ্রহণ করেছে এবং এসব কর্মসূচি বাস্তবায়নে সংশ্লিষ্ট সকলকে আন্তরিকভাবে কাজ করতে হবে। তারা আরও বলেন শিক্ষা স্বাস্থ্য ও যোগাযোগ ব্যবস্থার উন্নয়নের মাধ্যমে দেশ এগিয়ে যাচ্ছে এবং আগামী দিনে এই ধারা অব্যাহত থাকবে। স্থানীয় প্রশাসন জানিয়েছে বিষয়টি তদন্ত করা হচ্ছে এবং প্রয়োজনীয় ব্যবস্থা নেওয়া হবে। অনুষ্ঠানে বক্তারা বলেন দেশের সাধারণ মানুষের জীবনযাত্রার মান উন্ন [701,1011,911,1179]
continued-label: (প্রথম পাতার পর) [105,1084,171,1095]
article-singer [30,631,246,1050]
article-headline: মাঠে খেলতে চাওয়ায় [514,413,650,433]
article-headline: খোলা সয়াবিন লিটারে বৃদ্ধি [274,976,448,996]
article-body: অনুষ্ঠানে বক্তারা বলেন দেশের সাধারণ মানুষের জীবনযাত্রার মান উন্নয়নে সরকার নানা পদক্ষেপ গ্রহণ করেছে এবং এসব কর্মসূচি বাস্তবায়নে সংশ্লিষ্ট সকলকে আন্তরিকভাবে কাজ করতে হবে। তারা আরও বলেন শিক্ষা স্বাস্থ্য ও যোগাযোগ ব্যবস্থার উন্নয়নের মাধ্যমে দেশ এগিয়ে যাচ্ছে এবং আগামী দিনে এই ধারা অব্যাহত থাকবে। স্থানীয় প্রশাসন জানিয়েছে বিষয়টি তদন্ত করা হচ্ছে এবং প্রয়োজনীয় ব্যবস্থা নেওয়া হবে। অনুষ্ঠানে বক্তারা বলেন দেশের সাধারণ মানুষের জীবনযাত্রার মান উন্নয়নে সরকার নানা পদক্ষেপ গ্রহণ করেছে এবং এসব কর্মসূচি বাস্তবায়নে সংশ্লিষ্ট সকলকে আন্তরিকভাবে কাজ করতে হবে। তারা আরও বলেন শিক্ষা স্বাস্থ্য ও যোগাযোগ ব্যবস্থার উন্নয়নের মাধ্যমে দেশ এগিয়ে যাচ্ছে এবং আগামী দিনে এই ধারা অব্যাহত থাকবে। স্থানীয় প্রশাসন জানিয়েছে বিষয়টি তদন্ত করা হচ্ছে এবং প্রয়োজনীয় ব্যবস্থা নেওয়া হবে। অনুষ্ঠানে বক্তারা বলেন দেশের সাধারণ মানুষের জীবনযাত্রার মান উন্নয়নে সরকার নানা পদক্ষেপ গ্রহণ করেছে এবং এসব কর্মসূচি বাস্তবায়নে সংশ্লিষ্ট সকলকে আন্তরিকভাবে কাজ করতে হবে। তারা আরও বলেন শিক্ষা স্বাস্থ্য ও যোগাযোগ ব্যবস্থার উন্নয়নের মাধ্যমে দেশ এগিয়ে যাচ্ছে এবং আগামী দিনে এই ধারা অব্যাহত থাকবে। স্থানীয় প্রশাসন জানিয়েছে বিষয়টি তদন্ত করা হচ্ছে এবং প্রয়োজনীয় ব্যবস্থা নেওয়া হবে। অনুষ্ঠানে বক্তারা বলেন দেশের সাধারণ মানুষের জীবনযাত্রার মান উন্নয়নে সরকার নানা পদক্ষেপ গ্রহণ করেছে এবং এসব কর্মসূচি বাস্তবায়নে সংশ্লিষ্ট সকলকে আন্তরিকভাবে কাজ করতে হবে। তারা আরও বলেন শিক্ষা স্বাস্থ্য ও যোগাযোগ ব্যবস্থার উন্নয়নের মাধ্যমে দেশ এগিয়ে যাচ্ছে এবং আগামী দিনে এই ধারা অব্যাহত থাকবে। স্থানীয় প্রশাসন জানিয়েছে বিষয়টি তদন্ত করা হচ্ছে এবং প্রয়োজনীয় ব্যবস্থা নেওয়া হবে। অনুষ্ঠানে বক্তারা বলেন দেশের সাধারণ মানুষের জীবনযাত্রার মান উন্নয়নে সরকার নানা পদক্ষেপ গ্রহণ করেছে এবং এসব কর্মসূচি বাস্তবায়নে সংশ্লিষ্ট সকলকে আন্তরিকভাবে কাজ করতে হবে। তারা আরও বলেন শিক্ষা স্বাস্থ্য ও যোগাযোগ ব্যবস্থার উন্নয়নের মাধ্যমে দেশ এগিয়ে যাচ্ছে এবং আগামী দিনে এই ধারা অব্যাহত থাকবে। স্থানীয় প্রশাসন জানিয়েছে বিষয়টি তদন্ত [33,669,243,1050]
article-headline: খালেদা জিয়ার [535,1076,629,1096]
continued-label: (প্রথম পাতার পর) [328,462,394,473]
article-body: অনুষ্ঠানে বক্তারা বলেন দেশের সাধারণ মানুষের জীবনযাত্রার মান উন্নয়নে সরকার নানা পদক্ষেপ গ্রহণ করেছে এবং এসব কর্মসূচি বাস্তবায়নে সংশ্লিষ্ট সকলকে আন্তরিকভাবে কাজ করতে হবে। তারা আরও বলেন শিক্ষা স্বাস্থ্য ও যোগাযোগ ব্যবস্থার উন্নয়নের মাধ্যমে দেশ এগিয়ে যাচ্ছে এবং আগামী দিনে এই ধারা অব্যাহত থাকবে। স্থানীয় প্রশাসন জানিয়েছে বিষয়টি তদন্ত করা হচ্ছে এবং প্রয়োজনীয় ব্যবস্থা নেওয়া হবে। অনুষ্ঠানে বক্তারা বলেন দেশের সাধারণ মানুষের জীবনযাত্রার মান উন্নয়নে সরকার নানা পদক্ষেপ গ্রহণ করেছে এবং এসব কর্মসূচি বাস্তবায়নে সংশ্লিষ্ট সকলকে আন্তরিকভাবে কাজ করতে হবে। তারা আরও বলেন শিক্ষা স্বাস্থ্য ও যোগাযোগ ব্যবস্থার উন্নয়নের মাধ্যমে দেশ এগিয়ে যাচ্ছে এবং আগামী দিনে এই ধারা অব্যাহত থাকবে। স্থানীয় প্রশাসন জানিয়েছে বিষয়টি তদন্ত করা হচ্ছে এবং প্রয়োজনীয় ব্যবস্থা নেওয়া হবে। অনুষ্ঠানে বক্তারা বলেন দেশের সাধারণ মানুষের জীবনযাত্রার মান উন্নয়নে সরকার নানা পদক্ষেপ গ্রহণ করেছে এবং এসব কর্মসূচি বাস্তবায়নে সংশ্লিষ্ট সকলকে আন্তরিকভাবে কাজ করতে হবে। তারা আরও বলেন শিক্ষা স্বাস্থ্য ও যোগাযোগ ব্যবস্থার উন্নয়নের মাধ্যমে দেশ এগিয়ে যাচ্ছে এবং আগামী দিনে [259,193,463,406]
continued-label: (প্রথম পাতার পর) [105,1277,171,1288]
article-amar-kache [256,646,466,964]
article-body: অনুষ্ঠানে বক্তারা বলেন দেশের সাধারণ মানুষের জীবনযাত্রার মান উন্নয়নে সরকার নানা পদক্ষেপ গ্রহণ করেছে এবং এসব কর্মসূচি বাস্তবায়নে সংশ্লিষ্ট সকলকে আন্তরিকভাবে কাজ করতে হবে। তারা আরও বলেন শিক্ষা স্বাস্থ্য ও যোগাযোগ ব্যবস্থার উন্নয়নের মাধ্যমে দেশ এগিয়ে যাচ্ছে এবং আগামী দিনে এই ধারা অব্যাহত থাকবে। স্থানীয় প্রশাসন জানিয়েছে বিষয়টি তদন্ত করা হচ্ছে এবং প্রয়োজনীয় ব্যবস্থা নেওয়া হবে। অনুষ্ঠানে বক্তারা বলেন দেশের সাধারণ মানুষের জীবনযাত্রার মান উন্নয়নে সরকার নানা পদক্ষেপ গ্রহণ করেছে এবং এসব কর্মসূচি বাস্তবায়নে সংশ্লিষ্ট সকলকে আন্তরিকভাবে কাজ করতে হবে। তারা আরও বলেন শিক্ষা স্বাস্থ্য ও যোগাযোগ ব্যবস্থার উন্নয়নের মাধ্যমে দেশ এগিয়ে যাচ্ছে এবং আগামী দিনে এই ধারা অব্যাহত থাকবে। স্থানীয় প্রশাসন জানিয়েছে বিষয়টি তদন্ত করা হচ্ছে এবং প্রয়োজনীয় ব্যবস্থা নেওয়া হবে। অনুষ্ঠানে বক্তারা বলেন দেশের সাধারণ মানুষের জীবনযাত্রার মান উন্ন [481,1115,683,1294]
